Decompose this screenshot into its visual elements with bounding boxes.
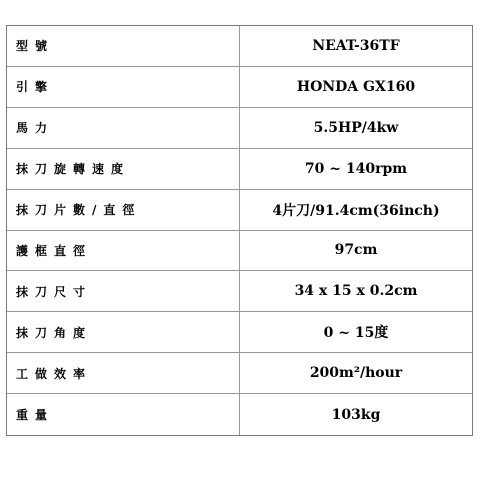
value-guard-diameter: 97cm	[240, 231, 472, 272]
spec-table	[6, 25, 473, 436]
label-horsepower: 馬力	[7, 108, 240, 149]
value-blade-speed: 70 ~ 140rpm	[240, 149, 472, 190]
label-blade-size: 抹刀尺寸	[7, 271, 240, 312]
label-weight: 重量	[7, 394, 240, 435]
label-work-efficiency: 工做效率	[7, 353, 240, 394]
value-horsepower: 5.5HP/4kw	[240, 108, 472, 149]
value-weight: 103kg	[331, 406, 381, 423]
label-blade-speed: 抹刀旋轉速度	[7, 149, 240, 190]
value-blade-count-diameter: 4片刀/91.4cm(36inch)	[240, 190, 472, 231]
value-model: NEAT-36TF	[240, 26, 472, 67]
label-engine: 引擎	[7, 67, 240, 108]
label-blade-count-diameter: 抹刀片數/直徑	[7, 190, 240, 231]
value-blade-angle: 0 ~ 15度	[240, 312, 472, 353]
value-engine: HONDA GX160	[240, 67, 472, 108]
label-blade-angle: 抹刀角度	[7, 312, 240, 353]
label-model: 型號	[7, 26, 240, 67]
label-guard-diameter: 護框直徑	[7, 231, 240, 272]
value-blade-size: 34 x 15 x 0.2cm	[240, 271, 472, 312]
value-work-efficiency: 200m²/hour	[240, 353, 472, 394]
